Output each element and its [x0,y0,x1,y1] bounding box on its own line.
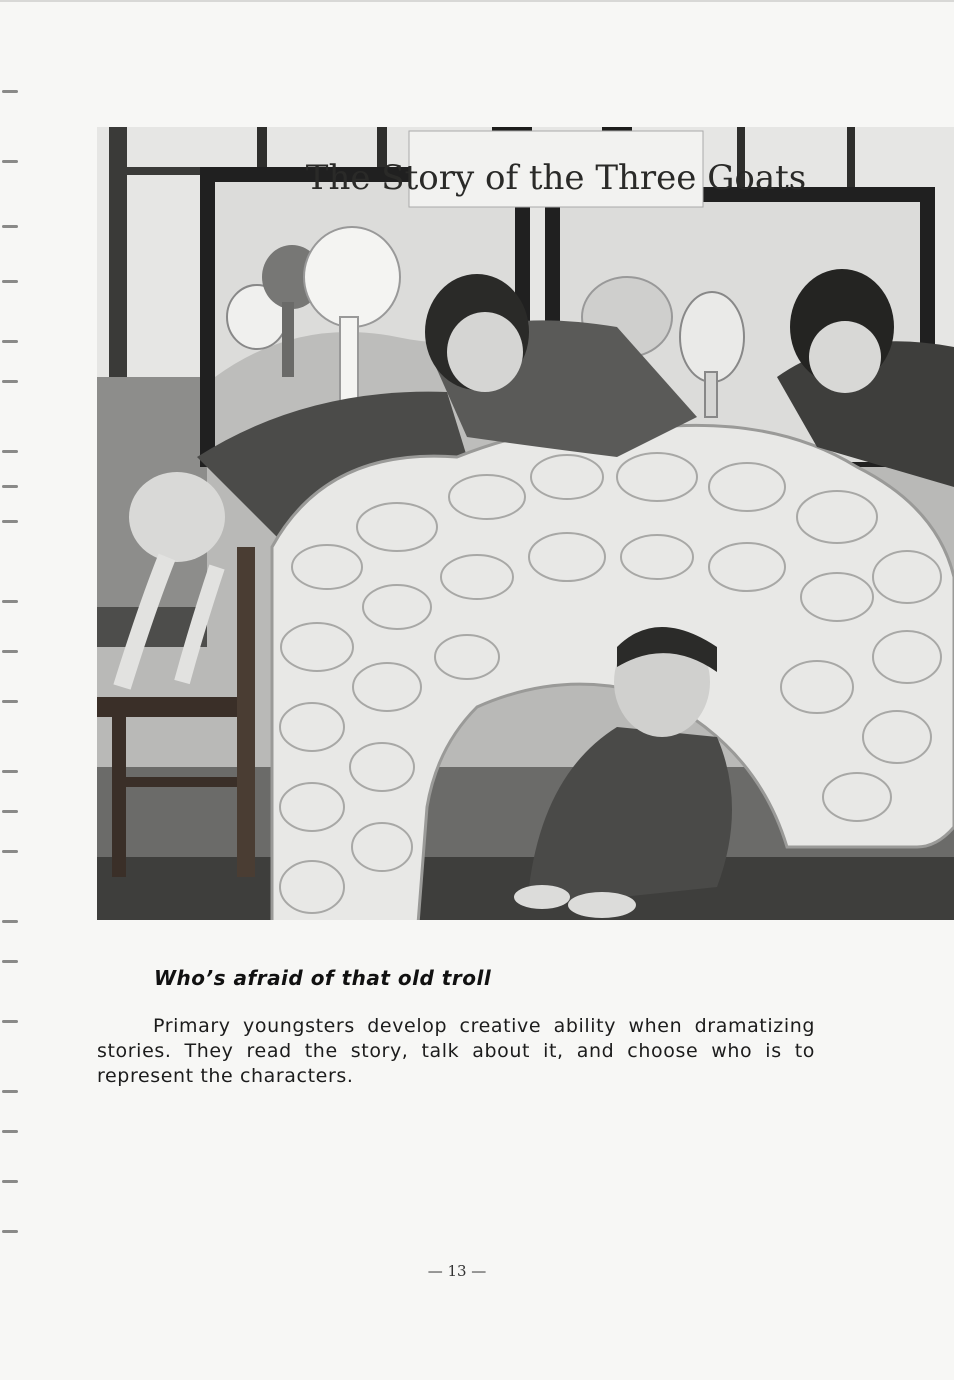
classroom-photo [97,127,954,920]
spiral-binding-marks [0,80,30,1260]
sign-text: The Story of the Three Goats [305,158,807,198]
caption-body: Primary youngsters develop creative ability when dramatizing stories. They read the story, talk about it, and choose who is to represent the characters. [97,1015,815,1087]
caption-title: Who’s afraid of that old troll [154,966,492,990]
top-edge-rule [0,0,954,2]
page-number: — 13 — [427,1262,487,1280]
